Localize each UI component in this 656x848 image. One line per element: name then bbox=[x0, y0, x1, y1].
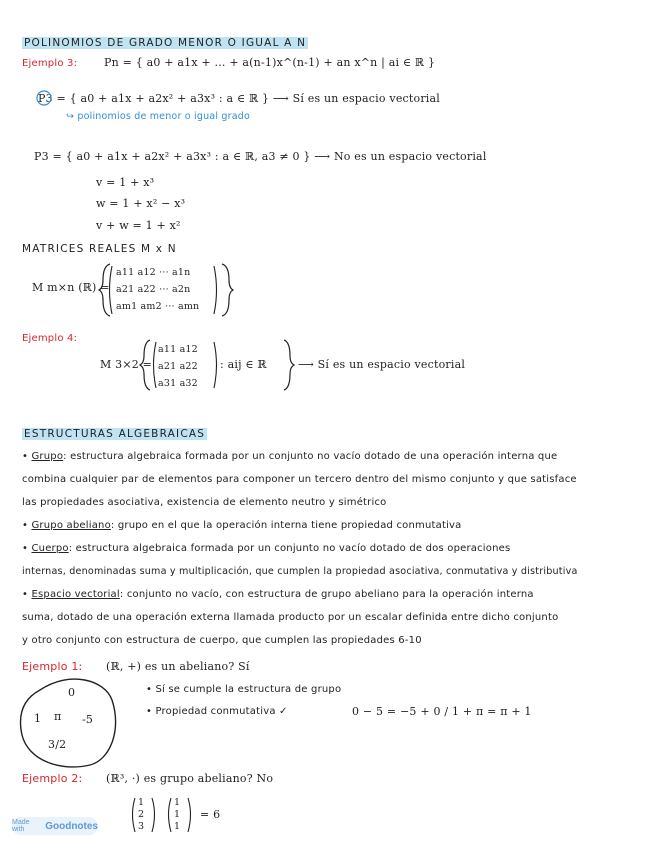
v-plus-w-equation: v + w = 1 + x² bbox=[96, 219, 181, 232]
set-element: 1 bbox=[34, 712, 42, 725]
pn-formula: Pn = { a0 + a1x + ... + a(n-1)x^(n-1) + an x^n | ai ∈ ℝ } bbox=[104, 56, 436, 69]
p3-formula: P3 = { a0 + a1x + a2x² + a3x³ : a ∈ ℝ } ⟶ Sí es un espacio vectorial bbox=[38, 92, 440, 105]
paren-left bbox=[169, 798, 172, 832]
m32-label: M 3×2 = bbox=[100, 358, 153, 371]
ejemplo-4-label: Ejemplo 4: bbox=[22, 333, 78, 344]
brace-left bbox=[140, 340, 150, 390]
brace-right bbox=[284, 340, 294, 390]
goodnotes-badge bbox=[12, 817, 98, 835]
paren-right bbox=[188, 798, 191, 832]
set-element: 0 bbox=[68, 686, 76, 699]
check-commutative: • Propiedad conmutativa ✓ bbox=[146, 706, 288, 717]
vector-2: 1 1 1 bbox=[174, 797, 181, 832]
section-title-matrices: MATRICES REALES M x N bbox=[22, 243, 177, 255]
abeliano-definition: • Grupo abeliano: grupo en el que la operación interna tiene propiedad conmutativa bbox=[22, 520, 462, 531]
set-element: -5 bbox=[82, 713, 94, 726]
m32-result: ⟶ Sí es un espacio vectorial bbox=[298, 358, 466, 371]
ev-definition-line-3: y otro conjunto con estructura de cuerpo, que cumplen las propiedades 6-10 bbox=[22, 635, 422, 646]
section-title-estructuras: ESTRUCTURAS ALGEBRAICAS bbox=[24, 428, 206, 440]
grupo-term: Grupo bbox=[31, 451, 64, 462]
paren-right bbox=[152, 798, 155, 832]
set-element: 3/2 bbox=[48, 738, 67, 751]
commutative-equation: 0 − 5 = −5 + 0 / 1 + π = π + 1 bbox=[352, 705, 532, 718]
paren-right bbox=[214, 342, 217, 388]
ejemplo-3-label: Ejemplo 3: bbox=[22, 58, 78, 69]
section-title-polinomios: POLINOMIOS DE GRADO MENOR O IGUAL A N bbox=[24, 37, 307, 49]
paren-left bbox=[110, 266, 113, 314]
v-equation: v = 1 + x³ bbox=[96, 176, 155, 189]
paren-left bbox=[133, 798, 136, 832]
ejemplo-1-question: (ℝ, +) es un abeliano? Sí bbox=[106, 660, 250, 673]
paren-left bbox=[154, 342, 157, 388]
vector-1: 1 2 3 bbox=[138, 797, 145, 832]
cuerpo-term: Cuerpo bbox=[31, 543, 69, 554]
grupo-definition-line-1: • Grupo: estructura algebraica formada por un conjunto no vacío dotado de una operación interna que bbox=[22, 451, 558, 462]
ejemplo-2-label: Ejemplo 2: bbox=[22, 772, 83, 785]
grupo-definition-line-2: combina cualquier par de elementos para componer un tercero dentro del mismo conjunto y que satisface bbox=[22, 474, 577, 485]
badge-brand: Goodnotes bbox=[45, 820, 98, 832]
matrix-row: a21 a22 ··· a2n bbox=[116, 284, 191, 295]
matrix-row: a21 a22 bbox=[158, 361, 198, 372]
mmn-label: M m×n (ℝ) = bbox=[32, 281, 110, 294]
w-equation: w = 1 + x² − x³ bbox=[96, 197, 186, 210]
ev-definition-line-1: • Espacio vectorial: conjunto no vacío, con estructura de grupo abeliano para la operación interna bbox=[22, 589, 534, 600]
matrix-row: am1 am2 ··· amn bbox=[116, 301, 200, 312]
matrix-row: a11 a12 ··· a1n bbox=[116, 267, 191, 278]
abeliano-term: Grupo abeliano bbox=[31, 520, 111, 531]
ejemplo-2-question: (ℝ³, ·) es grupo abeliano? No bbox=[106, 772, 274, 785]
vector-result: = 6 bbox=[200, 808, 221, 821]
p3-note: ↪ polinomios de menor o igual grado bbox=[66, 111, 250, 122]
badge-made-with: Made with bbox=[12, 819, 30, 833]
p3b-formula: P3 = { a0 + a1x + a2x² + a3x³ : a ∈ ℝ, a3 ≠ 0 } ⟶ No es un espacio vectorial bbox=[34, 150, 487, 163]
brace-left bbox=[99, 264, 110, 316]
grupo-definition-line-3: las propiedades asociativa, existencia de elemento neutro y simétrico bbox=[22, 497, 387, 508]
check-group-structure: • Sí se cumple la estructura de grupo bbox=[146, 684, 342, 695]
curved-arrow-icon: ↪ bbox=[66, 111, 78, 122]
m32-condition: : aij ∈ ℝ bbox=[220, 358, 267, 371]
cuerpo-definition-line-2: internas, denominadas suma y multiplicación, que cumplen la propiedad asociativa, conmutativa y distributiva bbox=[22, 566, 578, 577]
ev-definition-line-2: suma, dotado de una operación externa llamada producto por un escalar definida entre dicho conjunto bbox=[22, 612, 559, 623]
ev-term: Espacio vectorial bbox=[31, 589, 120, 600]
matrix-row: a11 a12 bbox=[158, 344, 198, 355]
set-element: π bbox=[54, 710, 62, 723]
paren-right bbox=[214, 266, 217, 314]
ejemplo-1-label: Ejemplo 1: bbox=[22, 660, 83, 673]
p3-circle bbox=[37, 91, 51, 105]
brace-right bbox=[222, 264, 233, 316]
matrix-row: a31 a32 bbox=[158, 378, 198, 389]
cuerpo-definition-line-1: • Cuerpo: estructura algebraica formada por un conjunto no vacío dotado de dos operaciones bbox=[22, 543, 511, 554]
